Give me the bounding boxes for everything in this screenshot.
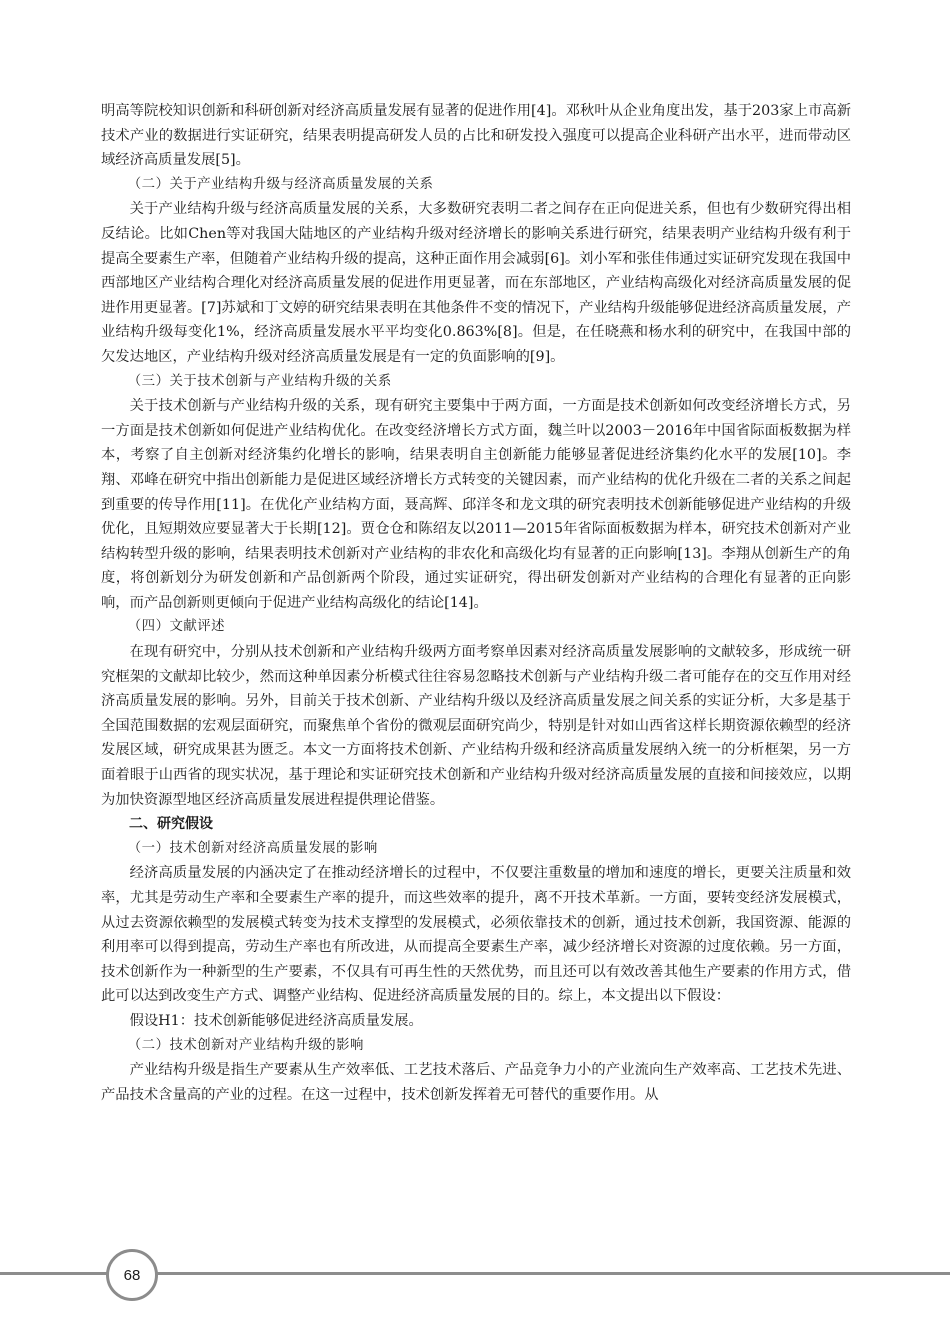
paragraph-innovation-on-upgrade: 产业结构升级是指生产要素从生产效率低、工艺技术落后、产品竞争力小的产业流向生产效率高、工艺技术先进、产品技术含量高的产业的过程。在这一过程中，技术创新发挥着无可替代的重要作用。从 xyxy=(101,1062,851,1103)
subheading-literature-review: （四）文献评述 xyxy=(127,619,226,635)
paragraph-innovation-quality: 经济高质量发展的内涵决定了在推动经济增长的过程中，不仅要注重数量的增加和速度的增长，更要关注质量和效率，尤其是劳动生产率和全要素生产率的提升，而这些效率的提升，离不开技术革新。一方面，要转变经济发展模式，从过去资源依赖型的发展模式转变为技术支撑型的发展模式，必须依靠技术的创新，通过技术创新，我国资源、能源的利用率可以得到提高，劳动生产率也有所改进，从而提高全要素生产率，减少经济增长对资源的过度依赖。另一方面，技术创新作为一种新型的生产要素，不仅具有可再生性的天然优势，而且还可以有效改善其他生产要素的作用方式，借此可以达到改变生产方式、调整产业结构、促进经济高质量发展的目的。综上，本文提出以下假设： xyxy=(101,865,851,1005)
paragraph-literature-review: 在现有研究中，分别从技术创新和产业结构升级两方面考察单因素对经济高质量发展影响的文献较多，形成统一研究框架的文献却比较少，然而这种单因素分析模式往往容易忽略技术创新与产业结构升级二者可能存在的交互作用对经济高质量发展的影响。另外，目前关于技术创新、产业结构升级以及经济高质量发展之间关系的实证分析，大多是基于全国范围数据的宏观层面研究，而聚焦单个省份的微观层面研究尚少，特别是针对如山西省这样长期资源依赖型的经济发展区域，研究成果甚为匮乏。本文一方面将技术创新、产业结构升级和经济高质量发展纳入统一的分析框架，另一方面着眼于山西省的现实状况，基于理论和实证研究技术创新和产业结构升级对经济高质量发展的直接和间接效应，以期为加快资源型地区经济高质量发展进程提供理论借鉴。 xyxy=(101,644,851,808)
section-heading-hypotheses: 二、研究假设 xyxy=(129,816,213,833)
page-number-badge xyxy=(106,1249,158,1301)
paragraph-industrial-upgrade-quality: 关于产业结构升级与经济高质量发展的关系，大多数研究表明二者之间存在正向促进关系，但也有少数研究得出相反结论。比如Chen等对我国大陆地区的产业结构升级对经济增长的影响关系进行研究，结果表明产业结构升级有利于提高全要素生产率，但随着产业结构升级的提高，这种正面作用会减弱[6]。刘小军和张佳伟通过实证研究发现在我国中西部地区产业结构合理化对经济高质量发展的促进作用更显著，而在东部地区，产业结构高级化对经济高质量发展的促进作用更显著。[7]苏斌和丁文婷的研究结果表明在其他条件不变的情况下，产业结构升级能够促进经济高质量发展，产业结构升级每变化1%，经济高质量发展水平平均变化0.863%[8]。但是，在任晓燕和杨水利的研究中，在我国中部的欠发达地区，产业结构升级对经济高质量发展是有一定的负面影响的[9]。 xyxy=(101,201,851,365)
paragraph-intro-continued: 明高等院校知识创新和科研创新对经济高质量发展有显著的促进作用[4]。邓秋叶从企业角度出发，基于203家上市高新技术产业的数据进行实证研究，结果表明提高研发人员的占比和研发投入强度可以提高企业科研产出水平，进而带动区域经济高质量发展[5]。 xyxy=(101,103,851,169)
subheading-industrial-upgrade-quality: （二）关于产业结构升级与经济高质量发展的关系 xyxy=(127,176,434,192)
subheading-innovation-quality: （一）技术创新对经济高质量发展的影响 xyxy=(127,840,378,856)
article-body xyxy=(101,99,851,1107)
paragraph-innovation-industrial-upgrade: 关于技术创新与产业结构升级的关系，现有研究主要集中于两方面，一方面是技术创新如何改变经济增长方式，另一方面是技术创新如何促进产业结构优化。在改变经济增长方式方面，魏兰叶以2003－2016年中国省际面板数据为样本，考察了自主创新对经济集约化增长的影响，结果表明自主创新能力能够显著促进经济集约化水平的发展[10]。李翔、邓峰在研究中指出创新能力是促进区域经济增长方式转变的关键因素，而产业结构的优化升级在二者的关系之间起到重要的传导作用[11]。在优化产业结构方面，聂高辉、邱洋冬和龙文琪的研究表明技术创新能够促进产业结构的升级优化，且短期效应要显著大于长期[12]。贾仓仓和陈绍友以2011—2015年省际面板数据为样本，研究技术创新对产业结构转型升级的影响，结果表明技术创新对产业结构的非农化和高级化均有显著的正向影响[13]。李翔从创新生产的角度，将创新划分为研发创新和产品创新两个阶段，通过实证研究，得出研发创新对产业结构的合理化有显著的正向影响，而产品创新则更倾向于促进产业结构高级化的结论[14]。 xyxy=(101,398,851,611)
subheading-innovation-industrial-upgrade: （三）关于技术创新与产业结构升级的关系 xyxy=(127,373,392,389)
page-number: 68 xyxy=(123,1266,141,1284)
hypothesis-h1: 假设H1：技术创新能够促进经济高质量发展。 xyxy=(129,1012,423,1029)
subheading-innovation-on-upgrade: （二）技术创新对产业结构升级的影响 xyxy=(127,1037,364,1053)
